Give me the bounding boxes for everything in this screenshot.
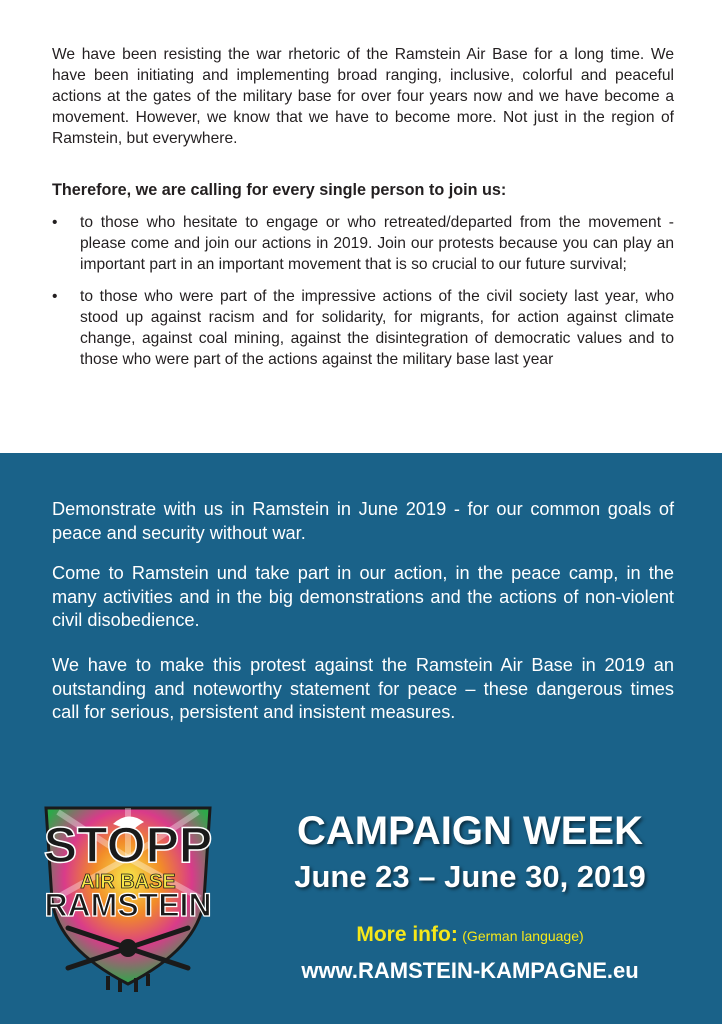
campaign-dates: June 23 – June 30, 2019 (294, 859, 646, 894)
bullet-list (52, 212, 674, 381)
bullet-text: to those who were part of the impressive actions of the civil society last year, who stood up against racism and for solidarity, for migrants, for action against climate change, against coal mining, against the disintegration of democratic values and to those who were part of the actions against the military base last year (80, 288, 674, 368)
bullet-text: to those who hesitate to engage or who retreated/departed from the movement - please come and join our actions in 2019. Join our protests because you can play an important part in an important movement that is so crucial to our future survival; (80, 214, 674, 273)
bullet-marker: • (52, 288, 58, 305)
call-heading: Therefore, we are calling for every single person to join us: (52, 181, 507, 199)
bullet-item (52, 286, 674, 370)
logo-airbase-text: AIR BASE (80, 871, 176, 893)
logo-stopp-text: STOPP (43, 817, 213, 873)
intro-paragraph: We have been resisting the war rhetoric of the Ramstein Air Base for a long time. We have been initiating and implementing broad ranging, inclusive, colorful and peaceful actions at the gates of the military base for over four years now and we have become a movement. However, we know that we have to become more. Not just in the region of Ramstein, but everywhere. (52, 46, 674, 147)
language-note: (German language) (462, 928, 584, 944)
blue-paragraph-come: Come to Ramstein und take part in our action, in the peace camp, in the many activities and in the big demonstrations and the actions of non-violent civil disobedience. (52, 563, 674, 630)
more-info-line (250, 922, 690, 950)
more-info-label: More info: (356, 923, 458, 946)
bullet-item (52, 212, 674, 275)
campaign-week-title: CAMPAIGN WEEK (297, 809, 643, 853)
blue-paragraph-statement: We have to make this protest against the Ramstein Air Base in 2019 an outstanding and noteworthy statement for peace – these dangerous times call for serious, persistent and insistent measures. (52, 655, 674, 722)
bullet-marker: • (52, 214, 58, 231)
stopp-ramstein-logo (28, 788, 228, 994)
upper-text-section (0, 0, 722, 453)
campaign-url-link[interactable]: www.RAMSTEIN-KAMPAGNE.eu (301, 958, 639, 983)
logo-ramstein-text: RAMSTEIN (44, 887, 212, 923)
blue-paragraph-demonstrate: Demonstrate with us in Ramstein in June 2019 - for our common goals of peace and security without war. (52, 499, 674, 543)
